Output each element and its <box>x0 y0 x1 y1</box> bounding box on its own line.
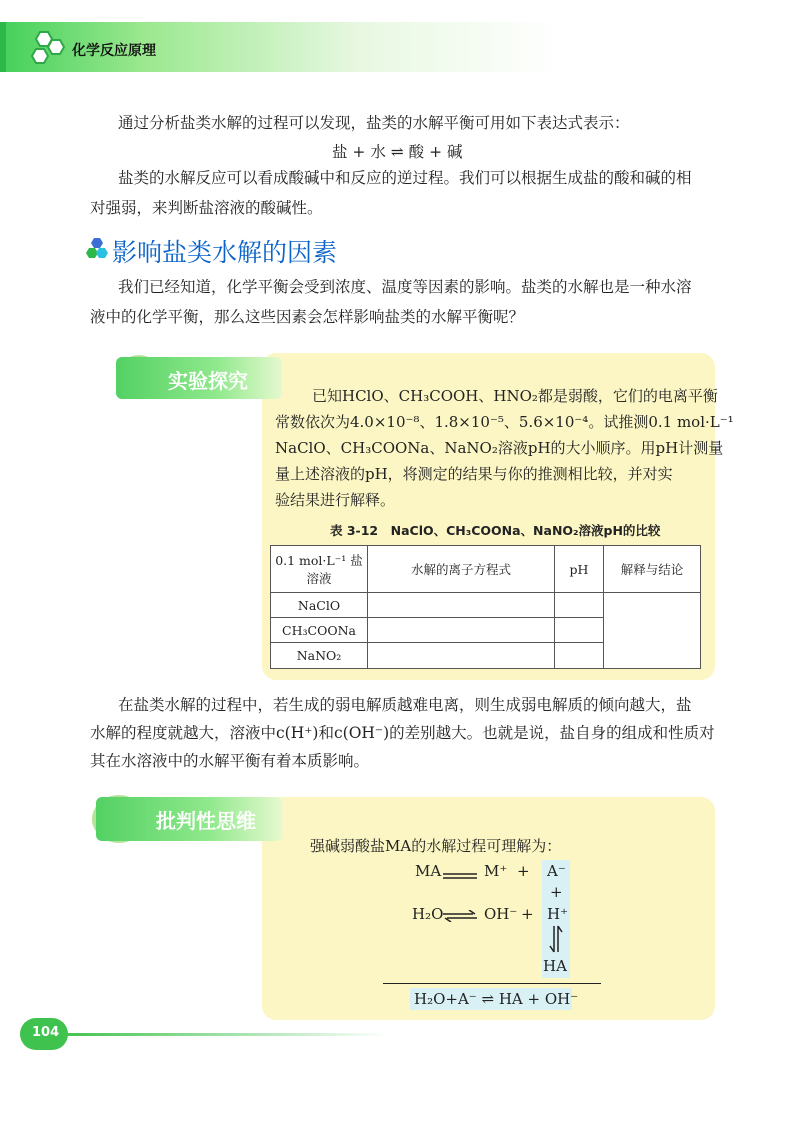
experiment-line-5: 验结果进行解释。 <box>275 491 396 509</box>
section-title: 影响盐类水解的因素 <box>112 238 338 267</box>
experiment-line-2: 常数依次为4.0×10⁻⁸、1.8×10⁻⁵、5.6×10⁻⁴。试推测0.1 mol·L⁻¹ <box>275 413 734 431</box>
table-cell <box>368 618 555 643</box>
vertical-equilibrium-arrow-icon <box>549 924 563 958</box>
table-cell <box>368 593 555 618</box>
body-line-1: 在盐类水解的过程中，若生成的弱电解质越难电离，则生成弱电解质的倾向越大，盐 <box>118 696 692 714</box>
table-header-ph: pH <box>555 546 604 593</box>
eq1-cation: M⁺ <box>484 862 508 880</box>
eq2-water: H₂O <box>412 905 444 923</box>
table-cell <box>555 643 604 669</box>
table-cell <box>555 593 604 618</box>
hexagon-logo-icon <box>28 30 68 74</box>
experiment-tag-label: 实验探究 <box>168 369 248 393</box>
salt-hydrolysis-equation: 盐 + 水 ⇌ 酸 + 碱 <box>332 143 463 161</box>
table-cell-salt: CH₃COONa <box>271 618 368 643</box>
table-header-equation: 水解的离子方程式 <box>368 546 555 593</box>
header-edge-mark <box>0 22 6 72</box>
page-number: 104 <box>32 1025 60 1040</box>
experiment-line-4: 量上述溶液的pH，将测定的结果与你的推测相比较，并对实 <box>275 465 673 483</box>
table-row <box>271 593 701 618</box>
table-header-conclusion: 解释与结论 <box>604 546 701 593</box>
eq1-anion: A⁻ <box>547 862 566 880</box>
section-line-2: 液中的化学平衡，那么这些因素会怎样影响盐类的水解平衡呢？ <box>90 308 525 326</box>
critical-intro: 强碱弱酸盐MA的水解过程可理解为： <box>310 837 562 855</box>
experiment-line-1: 已知HClO、CH₃COOH、HNO₂都是弱酸，它们的电离平衡 <box>312 387 718 405</box>
section-line-1: 我们已经知道，化学平衡会受到浓度、温度等因素的影响。盐类的水解也是一种水溶 <box>118 278 692 296</box>
overall-equation: H₂O+A⁻ ⇌ HA + OH⁻ <box>414 990 579 1008</box>
eq1-plus: + <box>517 862 530 880</box>
product-ha: HA <box>543 957 567 975</box>
column-plus: + <box>550 883 563 901</box>
table-cell-conclusion <box>604 593 701 669</box>
table-header-solution: 0.1 mol·L⁻¹ 盐溶液 <box>271 546 368 593</box>
divider-line <box>383 983 601 984</box>
table-cell-salt: NaClO <box>271 593 368 618</box>
chapter-title: 化学反应原理 <box>72 43 156 59</box>
eq1-equal-arrow-icon <box>443 866 477 885</box>
intro-line-2: 盐类的水解反应可以看成酸碱中和反应的逆过程。我们可以根据生成盐的酸和碱的相 <box>118 169 692 187</box>
critical-thinking-tag <box>96 797 282 841</box>
intro-line-1: 通过分析盐类水解的过程可以发现，盐类的水解平衡可用如下表达式表示： <box>118 114 630 132</box>
hexagon-bullet-icon <box>86 237 110 265</box>
eq2-proton: H⁺ <box>547 905 568 923</box>
table-caption: 表 3-12 NaClO、CH₃COONa、NaNO₂溶液pH的比较 <box>330 523 661 538</box>
eq2-equilibrium-arrow-icon <box>443 907 477 926</box>
experiment-line-3: NaClO、CH₃COONa、NaNO₂溶液pH的大小顺序。用pH计测量 <box>275 439 724 457</box>
body-line-3: 其在水溶液中的水解平衡有着本质影响。 <box>90 752 370 770</box>
eq2-plus: + <box>521 905 534 923</box>
critical-thinking-tag-label: 批判性思维 <box>156 809 256 833</box>
intro-line-3: 对强弱，来判断盐溶液的酸碱性。 <box>90 199 323 217</box>
eq1-reactant: MA <box>415 862 442 880</box>
table-cell <box>555 618 604 643</box>
footer-line <box>60 1033 390 1036</box>
experiment-tag <box>116 357 282 399</box>
body-line-2: 水解的程度就越大，溶液中c(H⁺)和c(OH⁻)的差别越大。也就是说，盐自身的组成和性质对 <box>90 724 715 742</box>
table-cell-salt: NaNO₂ <box>271 643 368 669</box>
table-cell <box>368 643 555 669</box>
eq2-hydroxide: OH⁻ <box>484 905 518 923</box>
ph-comparison-table <box>270 545 701 669</box>
